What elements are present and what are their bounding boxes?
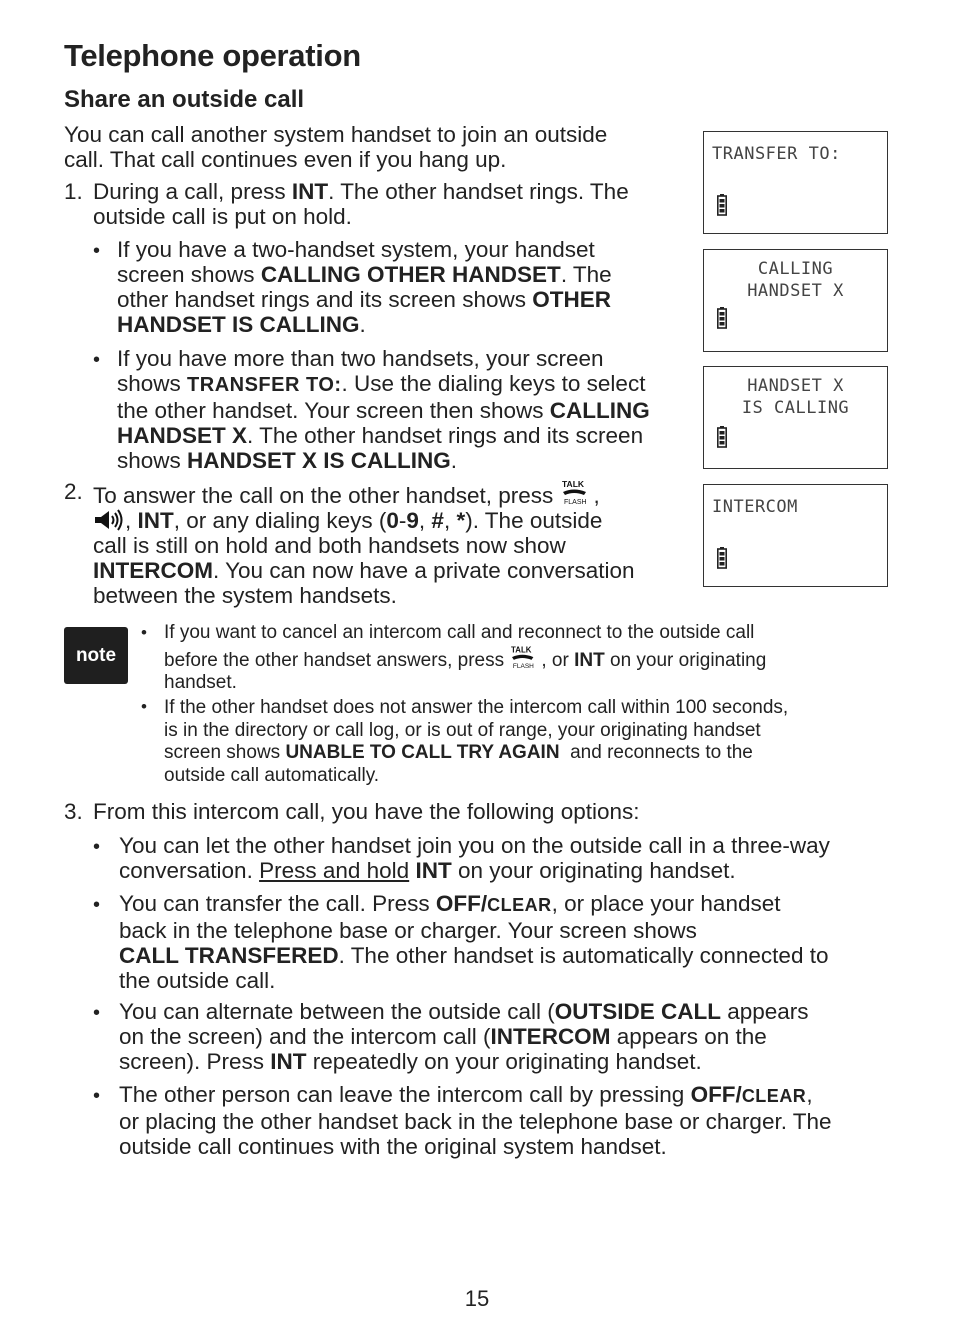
text-line: If you have more than two handsets, your screen [117, 346, 604, 371]
talk-label: TALK [511, 644, 532, 654]
text: screen shows [117, 262, 261, 287]
intro-paragraph [64, 122, 607, 172]
text: ). The outside [465, 508, 603, 533]
battery-icon [717, 426, 727, 448]
text-line [164, 742, 788, 765]
text-line: back in the telephone base or charger. Your screen shows [119, 918, 697, 943]
intro-line: call. That call continues even if you hang up. [64, 147, 507, 172]
text-line [119, 943, 828, 968]
step-1-bullet-1 [117, 237, 612, 337]
comma: , [593, 483, 600, 508]
screen-line: TRANSFER TO: [712, 144, 841, 164]
screen-line: CALLING [757, 259, 834, 279]
flash-label: FLASH [563, 499, 587, 506]
step-3-bullet-4 [119, 1082, 832, 1159]
screen-text: HANDSET X IS CALLING [187, 448, 451, 473]
step-number: 2. [64, 479, 83, 504]
battery-icon [717, 547, 727, 569]
bullet-dot: • [141, 697, 147, 716]
step-2-text [93, 479, 635, 608]
key-int: INT [415, 858, 452, 883]
bullet-dot: • [141, 623, 147, 642]
screen-text: OTHER [532, 287, 611, 312]
battery-icon [717, 307, 727, 329]
text: . You can now have a private conversation [213, 558, 635, 583]
text-line [93, 558, 635, 583]
text: and reconnects to the [559, 742, 753, 763]
handset-screen [703, 366, 888, 469]
talk-label: TALK [561, 479, 584, 489]
text-line: outside call is put on hold. [93, 204, 352, 229]
text: , [418, 508, 432, 533]
page-title: Telephone operation [64, 38, 361, 73]
text: . The other handset is automatically connected to [338, 943, 829, 968]
step-3-text: From this intercom call, you have the following options: [93, 799, 640, 824]
note-bullet-2 [164, 697, 788, 787]
text-line: outside call automatically. [164, 764, 380, 786]
screen-text: UNABLE TO CALL TRY AGAIN [285, 742, 560, 763]
text-line [164, 645, 766, 673]
text: shows [117, 371, 188, 396]
battery-icon [717, 194, 727, 216]
step-1-text [93, 179, 629, 229]
bullet-dot: • [93, 1002, 101, 1024]
text: on the screen) and the intercom call ( [119, 1024, 491, 1049]
text-line [117, 398, 650, 423]
text-line [93, 508, 635, 533]
text: other handset rings and its screen shows [117, 287, 533, 312]
screen-text: TRANSFER TO: [187, 374, 342, 396]
screen-text: INTERCOM [93, 558, 213, 583]
speaker-icon [93, 509, 125, 531]
text-line: If the other handset does not answer the intercom call within 100 seconds, [164, 697, 789, 718]
text-line [119, 1024, 809, 1049]
text: You can transfer the call. Press [119, 891, 436, 916]
text-line [93, 479, 635, 508]
text-line: You can let the other handset join you on the outside call in a three-way [119, 833, 830, 858]
note-badge: note [64, 627, 128, 684]
flash-label: FLASH [513, 662, 535, 670]
key-clear: CLEAR [741, 1086, 807, 1106]
screen-line: IS CALLING [741, 398, 850, 418]
text: on your originating [604, 649, 767, 671]
text: . Use the dialing keys to select [341, 371, 646, 396]
text-line [119, 1082, 832, 1109]
text: , [806, 1082, 813, 1107]
intro-line: You can call another system handset to join an outside [64, 122, 608, 147]
key: 0 [386, 508, 399, 533]
screen-line: INTERCOM [712, 497, 798, 517]
text-line [117, 312, 612, 337]
handset-screen [703, 131, 888, 234]
key-int: INT [291, 179, 329, 204]
talk-flash-icon [509, 645, 541, 671]
handset-shape [563, 490, 586, 496]
handset-screen [703, 249, 888, 352]
text: appears [720, 999, 809, 1024]
text: During a call, press [93, 179, 292, 204]
text-line: is in the directory or call log, or is out of range, your originating handset [164, 719, 761, 741]
key-clear: CLEAR [487, 895, 552, 915]
step-3-bullet-2 [119, 891, 828, 993]
bullet-dot: • [93, 836, 101, 858]
screen-text: CALL TRANSFERED [119, 943, 339, 968]
screen-text: OUTSIDE CALL [554, 999, 721, 1024]
text-line: call is still on hold and both handsets now show [93, 533, 566, 558]
text: repeatedly on your originating handset. [306, 1049, 702, 1074]
text: . [359, 312, 366, 337]
text: shows [117, 448, 188, 473]
text: . [450, 448, 458, 473]
text-line [117, 448, 650, 473]
text-line [119, 1049, 809, 1074]
text: , or place your handset [551, 891, 781, 916]
screen-text: HANDSET IS CALLING [117, 312, 360, 337]
bullet-dot: • [93, 894, 101, 916]
key-off: OFF/ [435, 891, 488, 916]
screen-text: CALLING [549, 398, 650, 423]
handset-shape [512, 654, 533, 659]
screen-text: HANDSET X [117, 423, 248, 448]
text: before the other handset answers, press [164, 649, 505, 671]
key-int: INT [270, 1049, 307, 1074]
key-int: INT [574, 649, 605, 671]
text-line: outside call continues with the original system handset. [119, 1134, 667, 1159]
bullet-dot: • [93, 349, 101, 371]
text-line [117, 287, 612, 312]
text: the other handset. Your screen then shows [117, 398, 550, 423]
text: appears on the [610, 1024, 767, 1049]
handset-screen [703, 484, 888, 587]
key-off: OFF/ [690, 1082, 742, 1107]
text-line [117, 371, 650, 398]
note-bullet-1 [164, 622, 766, 695]
text: - [398, 508, 407, 533]
talk-flash-icon [560, 479, 594, 507]
text: You can alternate between the outside call ( [119, 999, 555, 1024]
bullet-dot: • [93, 1085, 101, 1107]
text: , or any dialing keys ( [173, 508, 387, 533]
screen-line: HANDSET X [747, 376, 844, 396]
text-line [93, 179, 629, 204]
step-number: 1. [64, 179, 83, 204]
bullet-dot: • [93, 240, 101, 262]
text-line [117, 262, 612, 287]
text: , or [541, 649, 575, 671]
text: To answer the call on the other handset, press [93, 483, 554, 508]
step-number: 3. [64, 799, 83, 824]
text-line [119, 999, 809, 1024]
text: screen). Press [119, 1049, 271, 1074]
text-line [119, 858, 830, 883]
text: . The other handset rings and its screen [247, 423, 644, 448]
section-title: Share an outside call [64, 86, 305, 113]
key: # [431, 508, 444, 533]
text-line [117, 423, 650, 448]
text-line: or placing the other handset back in the telephone base or charger. The [119, 1109, 832, 1134]
text: , [125, 508, 138, 533]
step-3-bullet-3 [119, 999, 809, 1074]
text-line: the outside call. [119, 968, 276, 993]
step-3-bullet-1 [119, 833, 830, 883]
text-line [119, 891, 828, 918]
text: on your originating handset. [451, 858, 736, 883]
text: . The [560, 262, 612, 287]
text-line: If you want to cancel an intercom call and reconnect to the outside call [164, 622, 755, 643]
text: The other person can leave the intercom call by pressing [119, 1082, 691, 1107]
step-1-bullet-2 [117, 346, 650, 473]
text: Press and hold [259, 858, 410, 883]
page-number: 15 [464, 1286, 490, 1311]
screen-text: INTERCOM [490, 1024, 611, 1049]
text-line: If you have a two-handset system, your handset [117, 237, 595, 262]
screen-line: HANDSET X [747, 281, 844, 301]
key-int: INT [137, 508, 174, 533]
text: screen shows [164, 742, 286, 763]
text: , [443, 508, 457, 533]
text-line: between the system handsets. [93, 583, 397, 608]
text: . The other handset rings. The [328, 179, 629, 204]
text: conversation. [119, 858, 260, 883]
screen-text: CALLING OTHER HANDSET [260, 262, 561, 287]
text-line: handset. [164, 672, 237, 693]
key: 9 [406, 508, 419, 533]
key: * [456, 508, 466, 533]
